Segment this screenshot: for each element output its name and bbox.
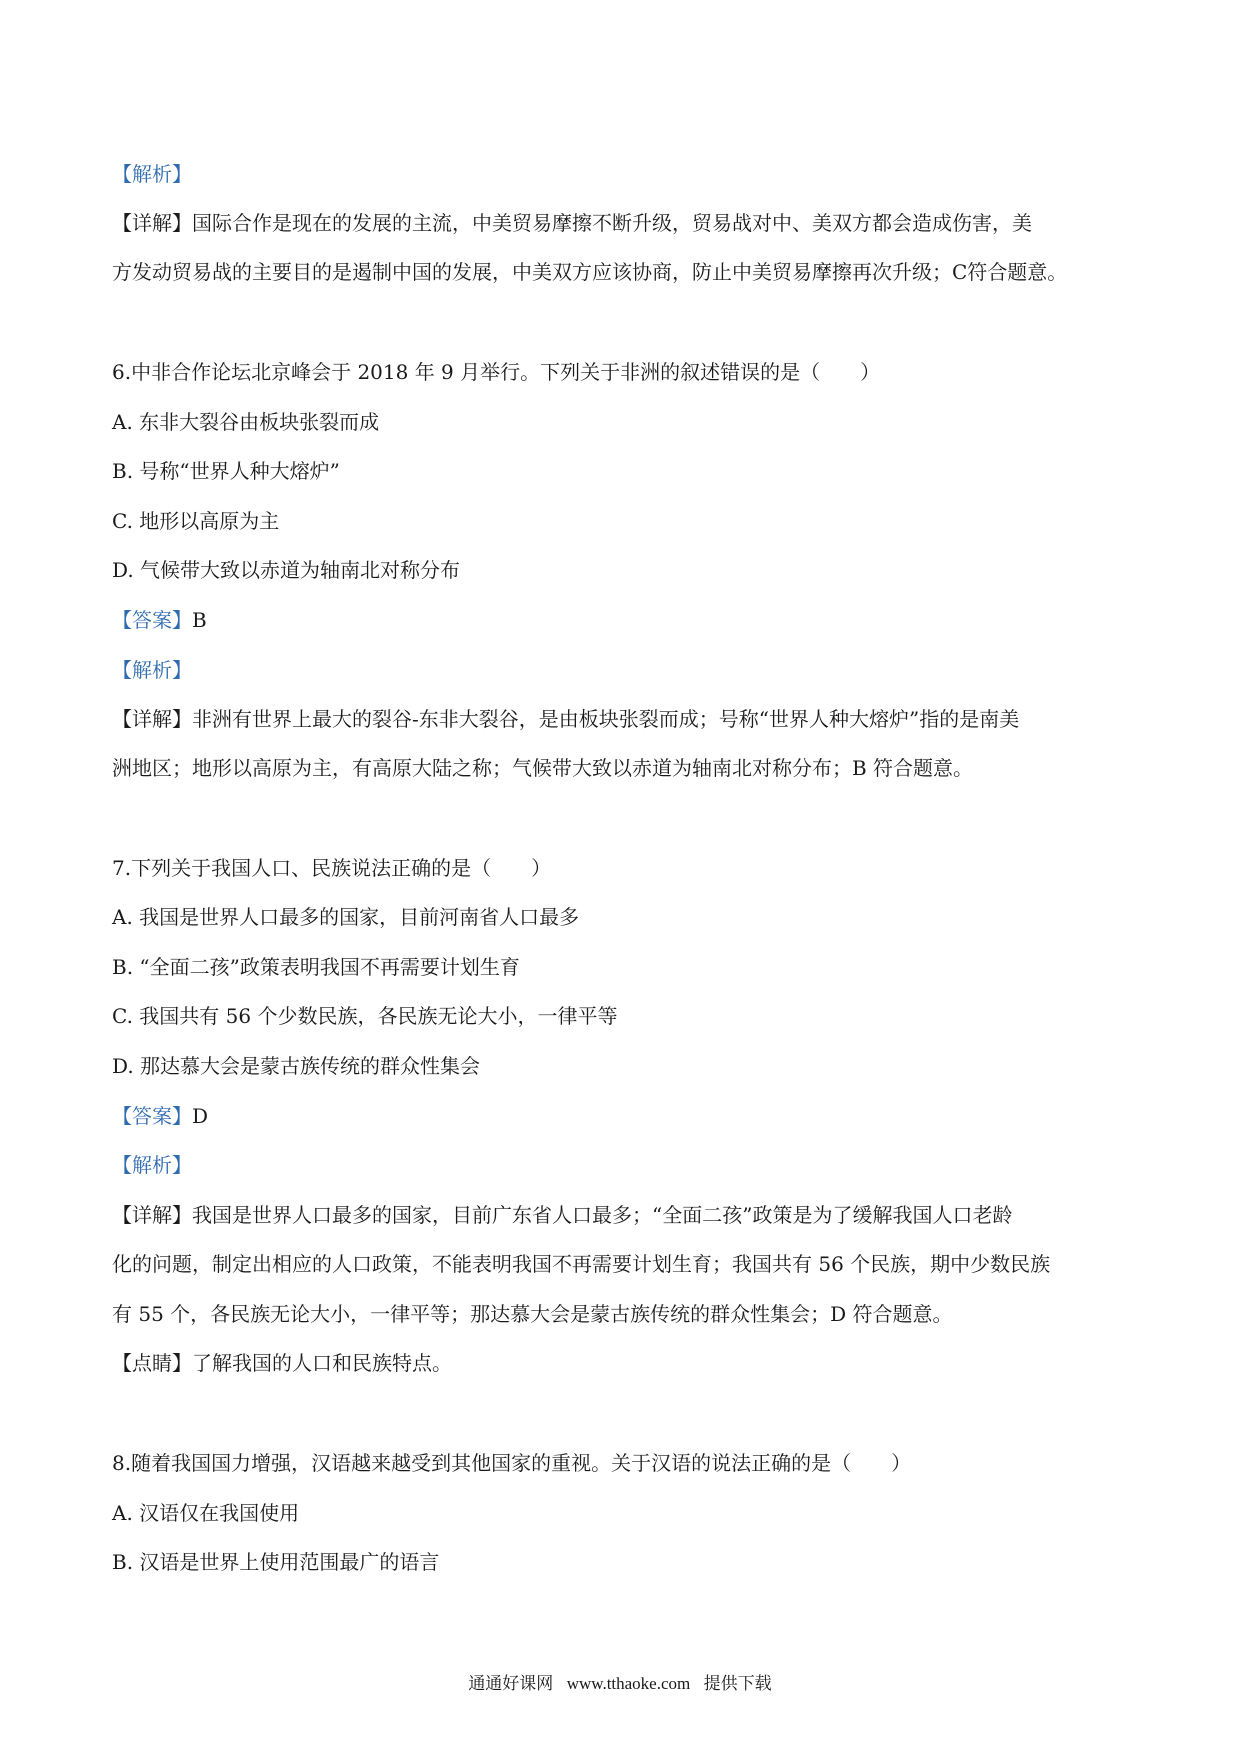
q6-option-a: A. 东非大裂谷由板块张裂而成 bbox=[112, 410, 380, 434]
q7-detail-line-3: 有 55 个，各民族无论大小，一律平等；那达慕大会是蒙古族传统的群众性集会；D 符合题意。 bbox=[112, 1302, 953, 1326]
q7-point: 【点睛】了解我国的人口和民族特点。 bbox=[112, 1351, 452, 1375]
q5-analysis-tag: 【解析】 bbox=[112, 162, 192, 186]
q6-option-b: B. 号称“世界人种大熔炉” bbox=[112, 459, 340, 483]
q7-detail-line-1: 【详解】我国是世界人口最多的国家，目前广东省人口最多；“全面二孩”政策是为了缓解我国人口老龄 bbox=[112, 1203, 1013, 1227]
q8-option-b: B. 汉语是世界上使用范围最广的语言 bbox=[112, 1550, 440, 1574]
q6-answer bbox=[112, 606, 1132, 634]
q5-detail-tag: 【详解】 bbox=[112, 211, 192, 235]
q7-option-c: C. 我国共有 56 个少数民族，各民族无论大小，一律平等 bbox=[112, 1004, 618, 1028]
q6-answer-value: B bbox=[192, 608, 207, 632]
q7-detail-line-2: 化的问题，制定出相应的人口政策，不能表明我国不再需要计划生育；我国共有 56 个民族，期中少数民族 bbox=[112, 1252, 1051, 1276]
q6-option-c: C. 地形以高原为主 bbox=[112, 509, 280, 533]
q8-option-a: A. 汉语仅在我国使用 bbox=[112, 1501, 300, 1525]
footer-url-link[interactable]: www.tthaoke.com bbox=[566, 1674, 691, 1693]
q7-answer-value: D bbox=[192, 1104, 209, 1128]
page-footer bbox=[0, 1672, 1240, 1696]
q7-answer bbox=[112, 1102, 1132, 1130]
q6-option-d: D. 气候带大致以赤道为轴南北对称分布 bbox=[112, 558, 461, 582]
q7-point-tag: 【点睛】 bbox=[112, 1351, 192, 1375]
q7-detail-tag: 【详解】 bbox=[112, 1203, 192, 1227]
q6-answer-tag: 【答案】 bbox=[112, 608, 192, 632]
q8-stem: 8.随着我国国力增强，汉语越来越受到其他国家的重视。关于汉语的说法正确的是（ ） bbox=[112, 1451, 912, 1475]
q7-option-d: D. 那达慕大会是蒙古族传统的群众性集会 bbox=[112, 1054, 481, 1078]
footer-site-name: 通通好课网 bbox=[468, 1674, 554, 1694]
q6-analysis-tag: 【解析】 bbox=[112, 658, 192, 682]
q7-analysis-tag: 【解析】 bbox=[112, 1153, 192, 1177]
q7-option-a: A. 我国是世界人口最多的国家，目前河南省人口最多 bbox=[112, 905, 580, 929]
footer-suffix: 提供下载 bbox=[703, 1674, 772, 1694]
q6-detail-line-1: 【详解】非洲有世界上最大的裂谷-东非大裂谷，是由板块张裂而成；号称“世界人种大熔炉”指的是南美 bbox=[112, 707, 1020, 731]
q6-detail-line-2: 洲地区；地形以高原为主，有高原大陆之称；气候带大致以赤道为轴南北对称分布；B 符合题意。 bbox=[112, 756, 974, 780]
q7-option-b: B. “全面二孩”政策表明我国不再需要计划生育 bbox=[112, 955, 520, 979]
q5-detail-line-2: 方发动贸易战的主要目的是遏制中国的发展，中美双方应该协商，防止中美贸易摩擦再次升级；C符合题意。 bbox=[112, 260, 1068, 284]
q7-answer-tag: 【答案】 bbox=[112, 1104, 192, 1128]
q6-stem: 6.中非合作论坛北京峰会于 2018 年 9 月举行。下列关于非洲的叙述错误的是（ ） bbox=[112, 360, 881, 384]
q7-stem: 7.下列关于我国人口、民族说法正确的是（ ） bbox=[112, 856, 552, 880]
q6-detail-tag: 【详解】 bbox=[112, 707, 192, 731]
q5-detail-line-1: 【详解】国际合作是现在的发展的主流，中美贸易摩擦不断升级，贸易战对中、美双方都会造成伤害，美 bbox=[112, 211, 1032, 235]
